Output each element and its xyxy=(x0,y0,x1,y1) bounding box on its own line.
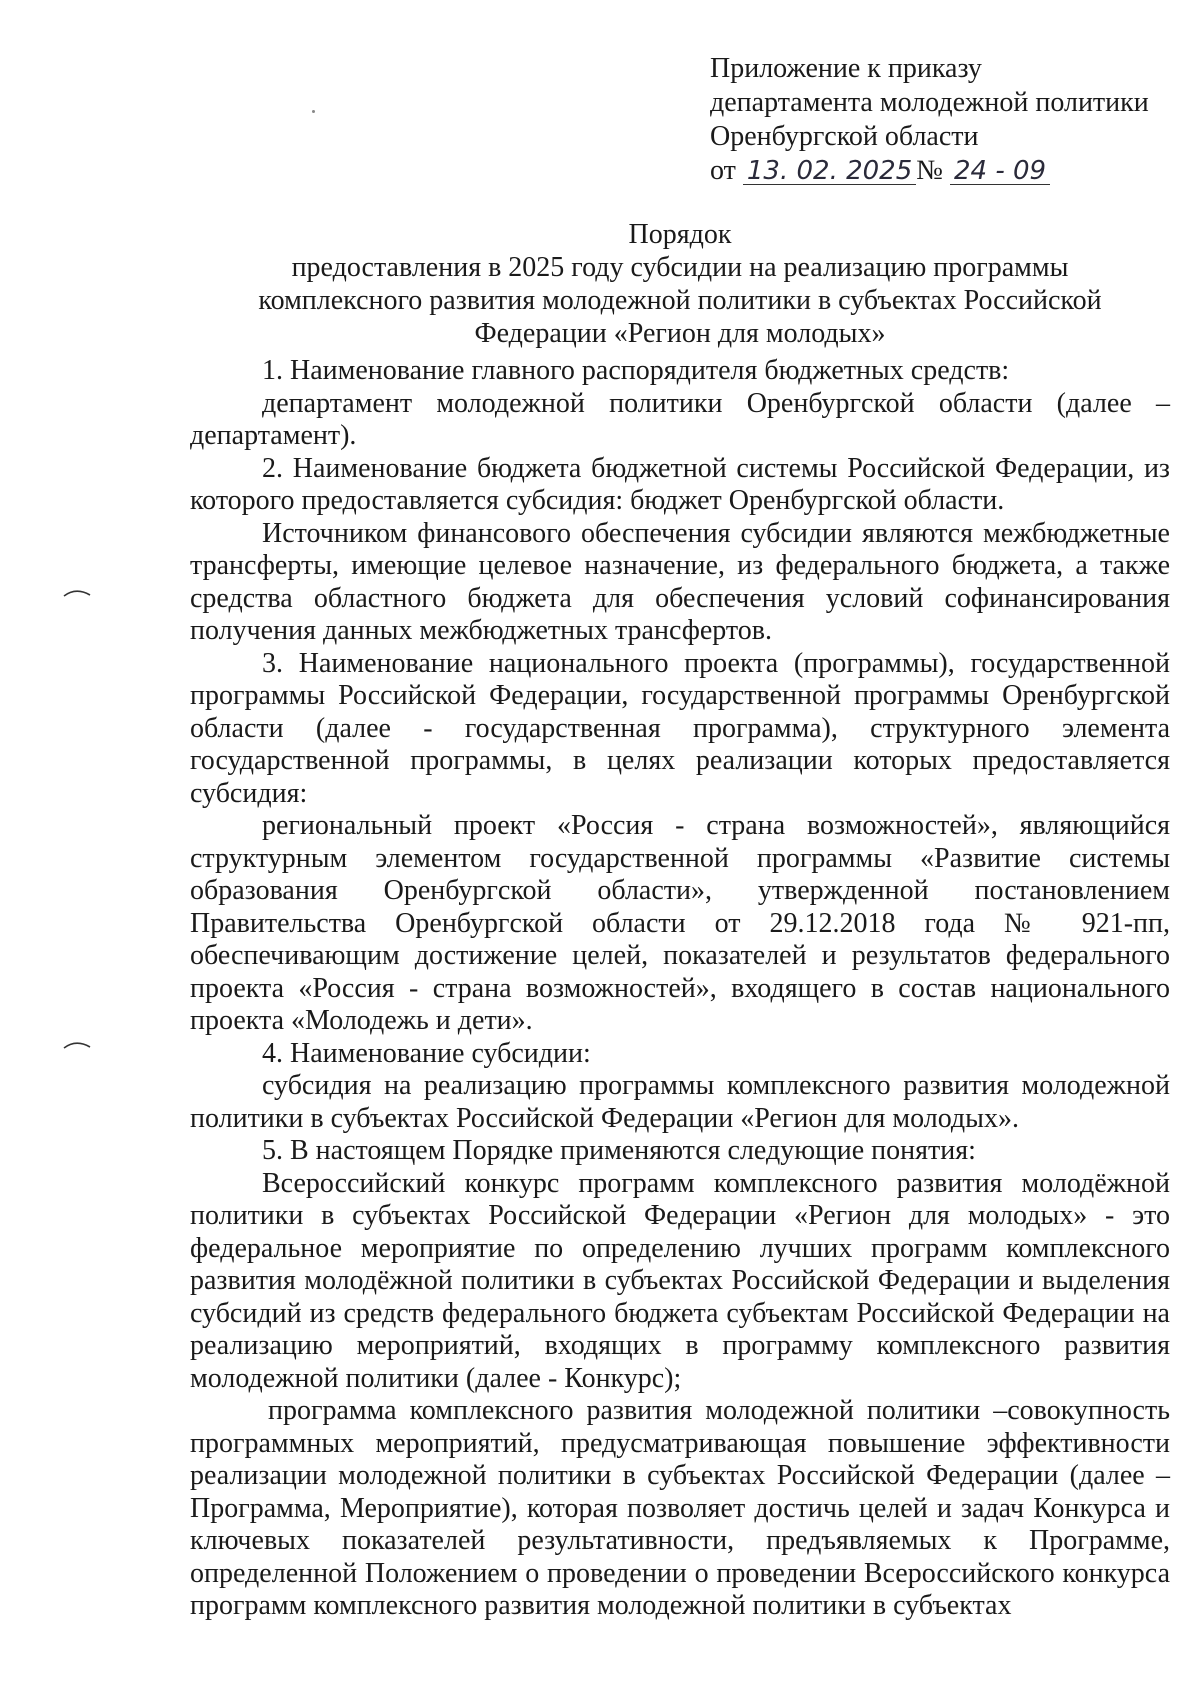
paragraph-9: 5. В настоящем Порядке применяются следующие понятия: xyxy=(262,1135,976,1166)
title-line-1: Порядок xyxy=(628,219,732,250)
date-prefix: от xyxy=(710,155,736,186)
document-title xyxy=(190,218,1170,350)
paragraph-2: департамент молодежной политики Оренбургской области (далее – департамент). xyxy=(190,387,1170,451)
title-line-4: Федерации «Регион для молодых» xyxy=(474,318,886,349)
number-prefix: № xyxy=(916,155,943,186)
document-body xyxy=(190,355,1170,1623)
paragraph-11: программа комплексного развития молодежной политики –совокупность программных мероприятий, предусматривающая повышение эффективности реализации молодежной политики в субъектах Российской Федерации (далее – Программа, Мероприятие), которая позволяет достичь целей и задач Конкурса и ключевых показателей результативности, предъявляемых к Программе, определенной Положением о проведении о проведении Всероссийского конкурса программ комплексного развития молодежной политики в субъектах xyxy=(190,1395,1170,1621)
handwritten-date: 13. 02. 2025 xyxy=(743,158,916,185)
header-date-line xyxy=(710,154,1150,188)
title-line-3: комплексного развития молодежной политики в субъектах Российской xyxy=(258,285,1102,316)
paragraph-5: 3. Наименование национального проекта (программы), государственной программы Российской Федерации, государственной программы Оренбургской области (далее - государственная программа), структурного элемента государственной программы, в целях реализации которых предоставляется субсидия: xyxy=(190,647,1170,809)
header-line-2: департамента молодежной политики xyxy=(710,87,1149,118)
paragraph-3: 2. Наименование бюджета бюджетной системы Российской Федерации, из которого предоставляется субсидия: бюджет Оренбургской области. xyxy=(190,452,1170,516)
approval-header xyxy=(710,52,1150,188)
paragraph-10: Всероссийский конкурс программ комплексного развития молодёжной политики в субъектах Российской Федерации «Регион для молодых» - это федеральное мероприятие по определению лучших программ комплексного развития молодёжной политики в субъектах Российской Федерации и выделения субсидий из средств федерального бюджета субъектам Российской Федерации на реализацию мероприятий, входящих в программу комплексного развития молодежной политики (далее - Конкурс); xyxy=(190,1167,1170,1394)
paragraph-8: субсидия на реализацию программы комплексного развития молодежной политики в субъектах Российской Федерации «Регион для молодых». xyxy=(190,1070,1170,1134)
header-line-3: Оренбургской области xyxy=(710,121,979,152)
margin-scan-mark xyxy=(62,1040,92,1050)
paragraph-6: региональный проект «Россия - страна возможностей», являющийся структурным элементом государственной программы «Развитие системы образования Оренбургской области», утвержденной постановлением Правительства Оренбургской области от 29.12.2018 года № 921-пп, обеспечивающим достижение целей, показателей и результатов федерального проекта «Россия - страна возможностей», входящего в состав национального проекта «Молодежь и дети». xyxy=(190,810,1170,1036)
handwritten-number: 24 - 09 xyxy=(950,158,1050,185)
paragraph-7: 4. Наименование субсидии: xyxy=(262,1037,591,1069)
title-line-2: предоставления в 2025 году субсидии на реализацию программы xyxy=(291,252,1069,283)
scan-speck xyxy=(312,110,315,113)
header-line-1: Приложение к приказу xyxy=(710,53,982,84)
margin-scan-mark xyxy=(62,588,92,598)
paragraph-1: 1. Наименование главного распорядителя бюджетных средств: xyxy=(262,355,1010,386)
paragraph-4: Источником финансового обеспечения субсидии являются межбюджетные трансферты, имеющие целевое назначение, из федерального бюджета, а также средства областного бюджета для обеспечения условий софинансирования получения данных межбюджетных трансфертов. xyxy=(190,517,1170,646)
